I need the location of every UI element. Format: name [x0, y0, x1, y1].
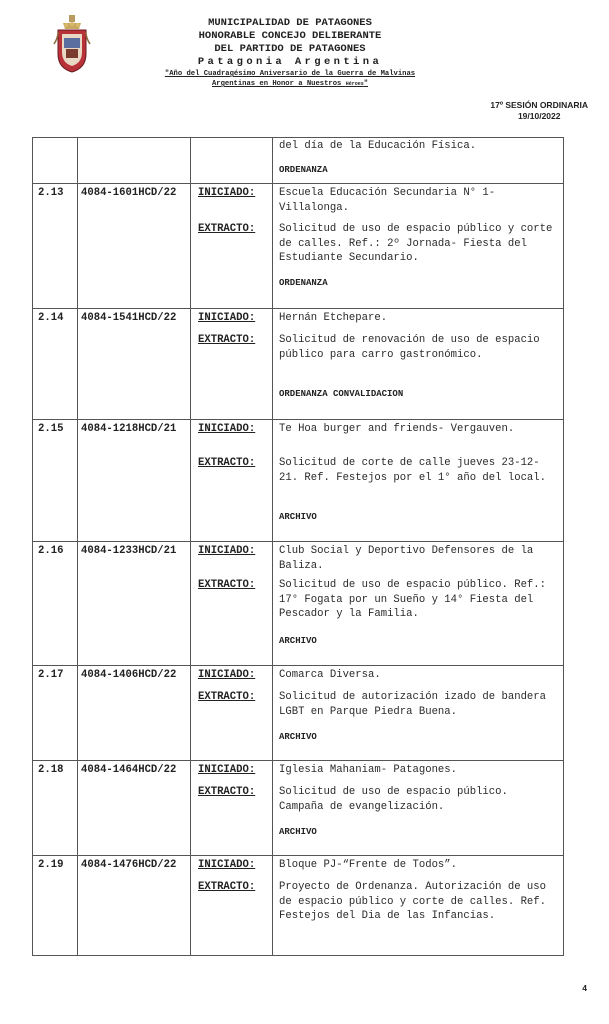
initiator-text: Bloque PJ-“Frente de Todos”. — [279, 859, 458, 871]
page-number: 4 — [582, 983, 587, 993]
initiator-text: Escuela Educación Secundaria N° 1- Villalonga. — [279, 187, 496, 214]
file-number: 4084-1233HCD/21 — [81, 545, 177, 557]
iniciado-label: INICIADO: — [198, 859, 256, 871]
header-line-heroes-end: " — [363, 80, 369, 88]
extract-text: Solicitud de uso de espacio público y corte de calles. Ref.: 2º Jornada- Fiesta del Estudiante Secundario. — [279, 223, 553, 264]
iniciado-label: INICIADO: — [198, 423, 256, 435]
decision-label: ORDENANZA — [279, 278, 328, 288]
initiator-text: Te Hoa burger and friends- Vergauven. — [279, 423, 515, 435]
decision-label: ORDENANZA CONVALIDACION — [279, 389, 404, 399]
extract-text: Solicitud de renovación de uso de espacio público para carro gastronómico. — [279, 334, 540, 361]
table-row — [33, 761, 564, 856]
table-row — [33, 420, 564, 542]
header-line-heroes-main: Argentinas en Honor a Nuestros — [211, 80, 346, 88]
initiator-text: Iglesia Mahaniam- Patagones. — [279, 764, 458, 776]
agenda-table — [32, 137, 564, 956]
header-line-heroes — [120, 79, 460, 89]
table-row — [33, 184, 564, 309]
iniciado-label: INICIADO: — [198, 187, 256, 199]
file-number: 4084-1541HCD/22 — [81, 312, 177, 324]
item-number: 2.15 — [38, 423, 64, 435]
initiator-text: Hernán Etchepare. — [279, 312, 388, 324]
iniciado-label: INICIADO: — [198, 764, 256, 776]
header-line-anniversary: "Año del Cuadragésimo Aniversario de la Guerra de Malvinas — [164, 70, 416, 78]
iniciado-label: INICIADO: — [198, 669, 256, 681]
extracto-label: EXTRACTO: — [198, 691, 256, 703]
extract-text: Solicitud de uso de espacio público. Campaña de evangelización. — [279, 786, 508, 813]
item-number: 2.14 — [38, 312, 64, 324]
header-line-patagonia: Patagonia Argentina — [197, 56, 383, 68]
table-row — [33, 856, 564, 956]
extracto-label: EXTRACTO: — [198, 786, 256, 798]
content-cell — [273, 138, 564, 184]
session-info — [490, 100, 588, 122]
coat-of-arms-seal — [52, 14, 92, 74]
label-cell — [191, 138, 273, 184]
initiator-text: Comarca Diversa. — [279, 669, 381, 681]
iniciado-label: INICIADO: — [198, 545, 256, 557]
file-number-cell — [78, 138, 191, 184]
extract-text: Solicitud de corte de calle jueves 23-12-21. Ref. Festejos por el 1° año del local. — [279, 457, 547, 484]
table-row — [33, 138, 564, 184]
header-line-municipalidad: MUNICIPALIDAD DE PATAGONES — [208, 17, 372, 29]
decision-label: ORDENANZA — [279, 165, 328, 175]
decision-label: ARCHIVO — [279, 827, 317, 837]
decision-label: ARCHIVO — [279, 512, 317, 522]
item-number-cell — [33, 138, 78, 184]
item-number: 2.13 — [38, 187, 64, 199]
extracto-label: EXTRACTO: — [198, 223, 256, 235]
header-line-concejo: HONORABLE CONCEJO DELIBERANTE — [198, 30, 382, 42]
decision-label: ARCHIVO — [279, 636, 317, 646]
file-number: 4084-1406HCD/22 — [81, 669, 177, 681]
header-line-heroes-word: Héroes — [345, 81, 364, 87]
file-number: 4084-1476HCD/22 — [81, 859, 177, 871]
item-number: 2.18 — [38, 764, 64, 776]
session-date: 19/10/2022 — [517, 111, 561, 121]
item-number: 2.16 — [38, 545, 64, 557]
extracto-label: EXTRACTO: — [198, 579, 256, 591]
extracto-label: EXTRACTO: — [198, 457, 256, 469]
file-number: 4084-1218HCD/21 — [81, 423, 177, 435]
extract-text: Solicitud de uso de espacio público. Ref.: 17° Fogata por un Sueño y 14° Fiesta del Pescador y la Familia. — [279, 579, 547, 620]
header-line-partido: DEL PARTIDO DE PATAGONES — [214, 43, 366, 55]
initiator-text: Club Social y Deportivo Defensores de la Baliza. — [279, 545, 534, 572]
file-number: 4084-1601HCD/22 — [81, 187, 177, 199]
extract-text: Proyecto de Ordenanza. Autorización de uso de espacio público y corte de calles. Ref. Festejos del Dia de las Infancias. — [279, 881, 547, 922]
session-title: 17º SESIÓN ORDINARIA — [490, 100, 588, 110]
item-number: 2.19 — [38, 859, 64, 871]
letterhead — [120, 17, 460, 89]
decision-label: ARCHIVO — [279, 732, 317, 742]
extract-text: del día de la Educación Física. — [279, 140, 477, 152]
extracto-label: EXTRACTO: — [198, 334, 256, 346]
extracto-label: EXTRACTO: — [198, 881, 256, 893]
table-row — [33, 309, 564, 420]
item-number: 2.17 — [38, 669, 64, 681]
table-row — [33, 542, 564, 666]
file-number: 4084-1464HCD/22 — [81, 764, 177, 776]
iniciado-label: INICIADO: — [198, 312, 256, 324]
extract-text: Solicitud de autorización izado de bandera LGBT en Parque Piedra Buena. — [279, 691, 547, 718]
table-row — [33, 666, 564, 761]
